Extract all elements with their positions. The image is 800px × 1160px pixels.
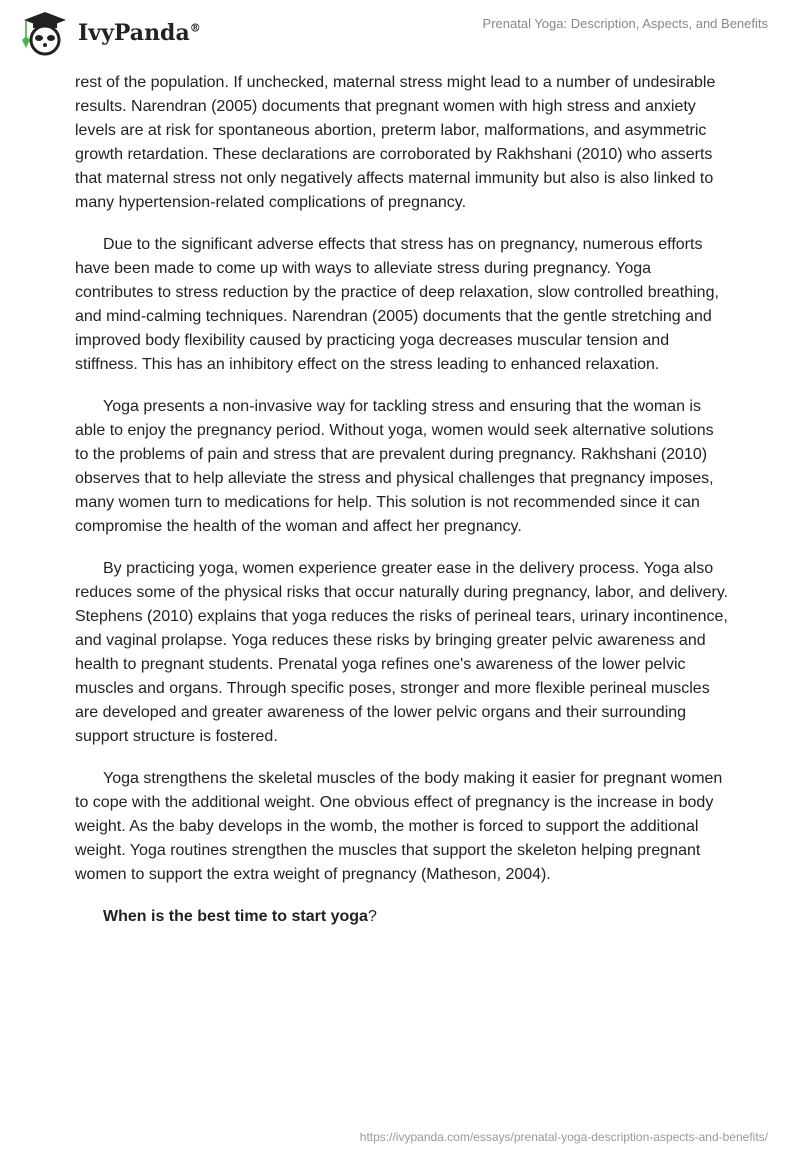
document-title: Prenatal Yoga: Description, Aspects, and Benefits [482,16,768,31]
paragraph: Due to the significant adverse effects that stress has on pregnancy, numerous efforts have been made to come up with ways to alleviate stress during pregnancy. Yoga contributes to stress reduction by the practice of deep relaxation, slow controlled breathing, and mind-calming techniques. Narendran (2005) documents that the gentle stretching and improved body flexibility caused by practicing yoga decreases muscular tension and stiffness. This has an inhibitory effect on the stress leading to enhanced relaxation. [75,236,719,373]
brand-name: IvyPanda® [78,20,201,46]
paragraph: By practicing yoga, women experience greater ease in the delivery process. Yoga also reduces some of the physical risks that occur naturally during pregnancy, labor, and delivery. Stephens (2010) explains that yoga reduces the risks of perineal tears, urinary incontinence, and vaginal prolapse. Yoga reduces these risks by bringing greater pelvic awareness and health to pregnant students. Prenatal yoga refines one's awareness of the lower pelvic muscles and organs. Through specific poses, stronger and more flexible perineal muscles are developed and greater awareness of the lower pelvic organs and their surrounding support structure is fostered. [75,560,729,745]
essay-body [75,71,730,947]
source-url[interactable]: https://ivypanda.com/essays/prenatal-yoga-description-aspects-and-benefits/ [359,1130,768,1144]
logo[interactable] [20,10,201,56]
paragraph: Yoga strengthens the skeletal muscles of the body making it easier for pregnant women to cope with the additional weight. One obvious effect of pregnancy is the increase in body weight. As the baby develops in the womb, the mother is forced to support the additional weight. Yoga routines strengthen the muscles that support the skeleton helping pregnant women to support the extra weight of pregnancy (Matheson, 2004). [75,770,723,883]
paragraph: Yoga presents a non-invasive way for tackling stress and ensuring that the woman is able to enjoy the pregnancy period. Without yoga, women would seek alternative solutions to the problems of pain and stress that are prevalent during pregnancy. Rakhshani (2010) observes that to help alleviate the stress and physical challenges that pregnancy imposes, many women turn to medications for help. This solution is not recommended since it can compromise the health of the woman and affect her pregnancy. [75,398,714,535]
paragraph: rest of the population. If unchecked, maternal stress might lead to a number of undesirable results. Narendran (2005) documents that pregnant women with high stress and anxiety levels are at risk for spontaneous abortion, preterm labor, malformations, and asymmetric growth retardation. These declarations are corroborated by Rakhshani (2010) who asserts that maternal stress not only negatively affects maternal immunity but also is also linked to many hypertension-related complications of pregnancy. [75,74,716,211]
header [0,0,800,70]
section-heading: When is the best time to start yoga? [103,908,377,925]
panda-logo-icon [20,10,70,56]
